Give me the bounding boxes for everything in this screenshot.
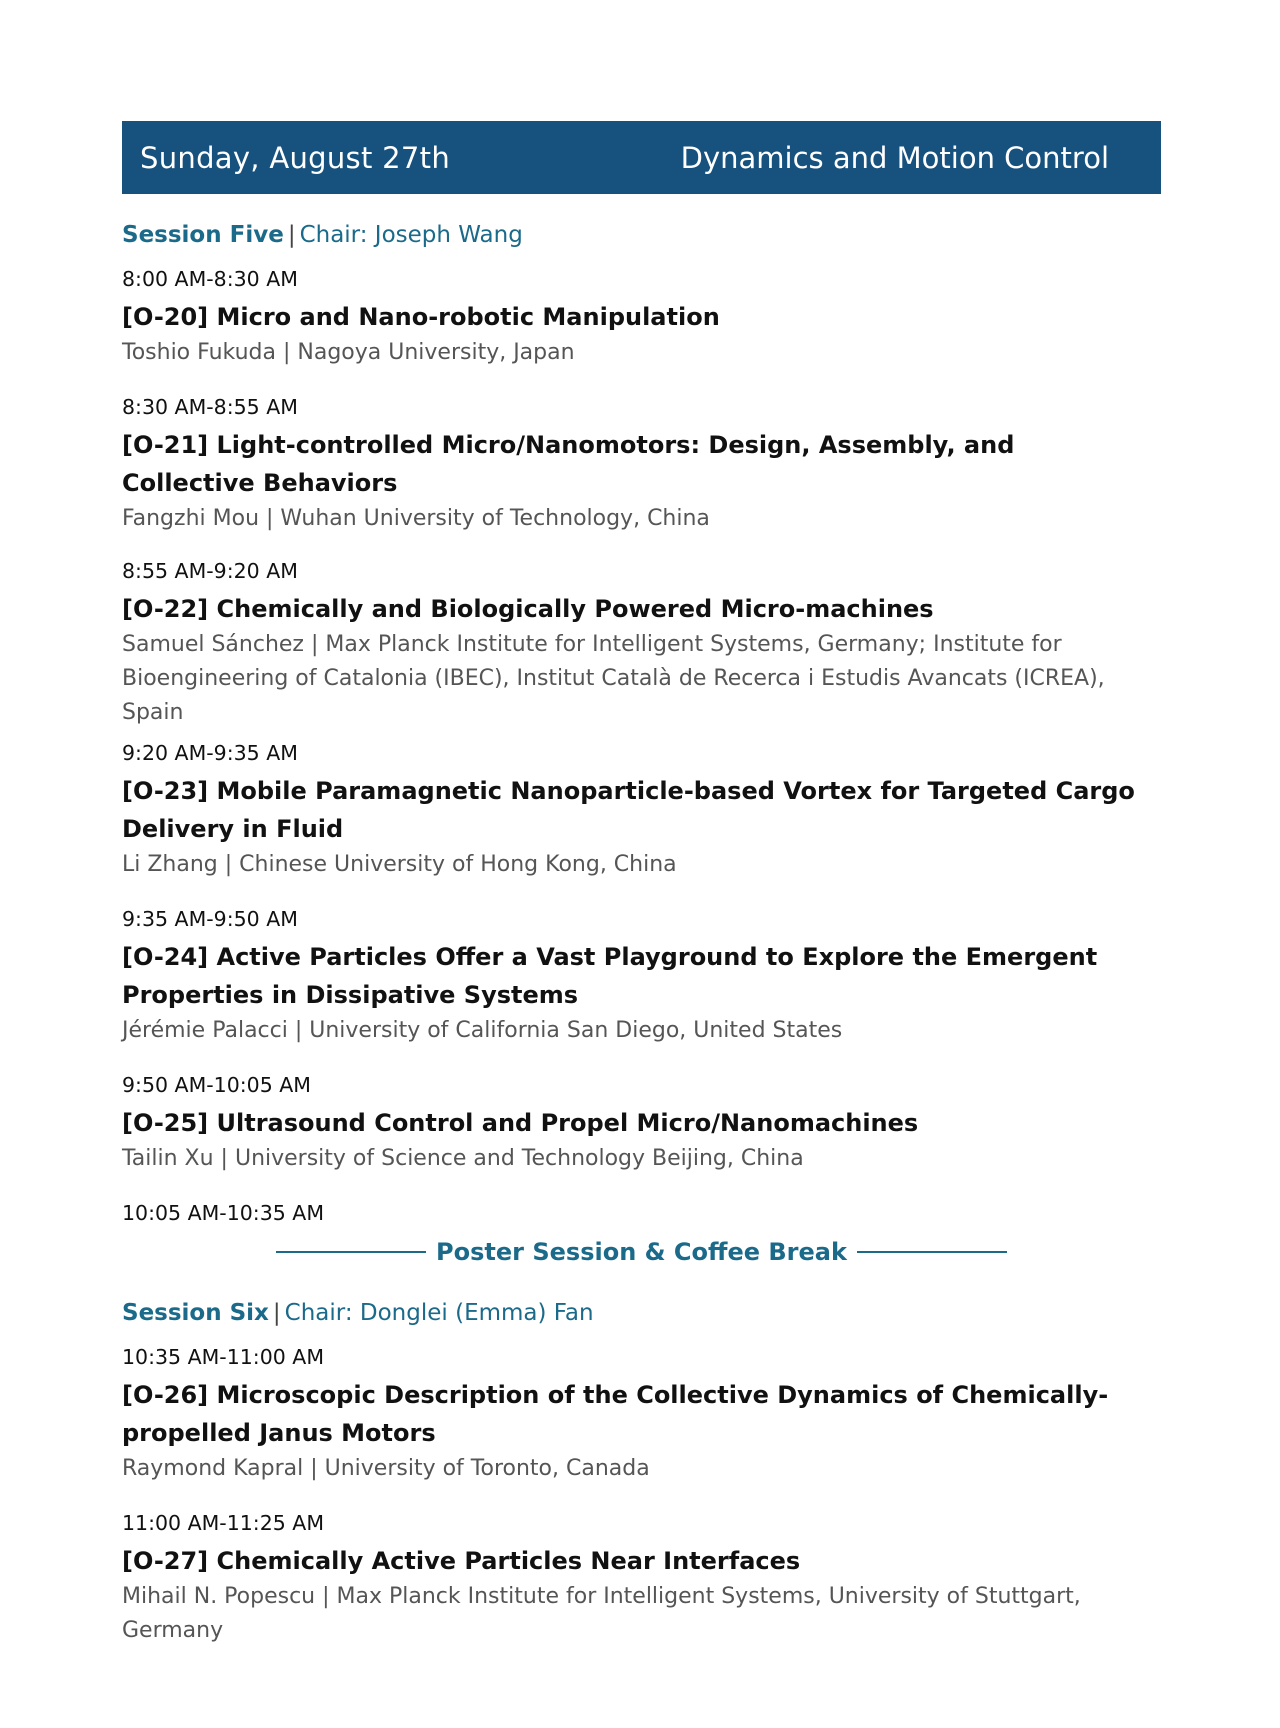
- talk-title: [O-21] Light-controlled Micro/Nanomotors: Design, Assembly, and Collective Behaviors: [122, 431, 1015, 497]
- break-divider-left: [276, 1251, 426, 1253]
- talk-item: [122, 906, 1161, 1048]
- talk-item: [122, 1344, 1161, 1486]
- talk-time: 8:00 AM-8:30 AM: [122, 267, 298, 291]
- talk-time: 9:35 AM-9:50 AM: [122, 907, 298, 931]
- talk-speaker: Samuel Sánchez | Max Planck Institute for Intelligent Systems, Germany; Institute for Bioengineering of Catalonia (IBEC), Institut Català de Recerca i Estudis Avancats (ICREA), Spain: [122, 632, 1105, 725]
- talk-title: [O-22] Chemically and Biologically Powered Micro-machines: [122, 595, 934, 623]
- session-six-heading: [122, 1298, 1161, 1328]
- session-separator: |: [272, 1300, 281, 1326]
- talk-title: [O-27] Chemically Active Particles Near Interfaces: [122, 1547, 801, 1575]
- session-name: Session Six: [122, 1300, 269, 1326]
- talk-title: [O-23] Mobile Paramagnetic Nanoparticle-based Vortex for Targeted Cargo Delivery in Fluid: [122, 777, 1135, 843]
- talk-title: [O-20] Micro and Nano-robotic Manipulation: [122, 303, 720, 331]
- talk-item: [122, 266, 1161, 370]
- talk-speaker: Raymond Kapral | University of Toronto, Canada: [122, 1456, 650, 1481]
- break-banner: [122, 1234, 1161, 1270]
- talk-item: [122, 558, 1161, 730]
- talk-time: 8:55 AM-9:20 AM: [122, 559, 298, 583]
- talk-time: 9:20 AM-9:35 AM: [122, 741, 298, 765]
- talk-speaker: Toshio Fukuda | Nagoya University, Japan: [122, 340, 575, 365]
- talk-time: 11:00 AM-11:25 AM: [122, 1511, 325, 1535]
- talk-item: [122, 394, 1161, 536]
- talk-speaker: Mihail N. Popescu | Max Planck Institute for Intelligent Systems, University of Stuttgart, Germany: [122, 1584, 1081, 1643]
- talk-title: [O-25] Ultrasound Control and Propel Micro/Nanomachines: [122, 1109, 919, 1137]
- talk-time: 9:50 AM-10:05 AM: [122, 1073, 311, 1097]
- talk-time: 8:30 AM-8:55 AM: [122, 395, 298, 419]
- session-name: Session Five: [122, 222, 284, 248]
- talk-title: [O-26] Microscopic Description of the Collective Dynamics of Chemically-propelled Janus Motors: [122, 1381, 1109, 1447]
- break-time: 10:05 AM-10:35 AM: [122, 1201, 325, 1225]
- session-chair: Chair: Donglei (Emma) Fan: [284, 1300, 594, 1326]
- session-chair: Chair: Joseph Wang: [299, 222, 523, 248]
- talk-title: [O-24] Active Particles Offer a Vast Playground to Explore the Emergent Properties in Dissipative Systems: [122, 943, 1098, 1009]
- talk-speaker: Jérémie Palacci | University of California San Diego, United States: [122, 1018, 843, 1043]
- session-separator: |: [287, 222, 296, 248]
- talk-speaker: Fangzhi Mou | Wuhan University of Technology, China: [122, 506, 710, 531]
- talk-time: 10:35 AM-11:00 AM: [122, 1345, 325, 1369]
- talk-speaker: Li Zhang | Chinese University of Hong Kong, China: [122, 852, 677, 877]
- program-page: [122, 121, 1161, 1648]
- talk-speaker: Tailin Xu | University of Science and Technology Beijing, China: [122, 1146, 804, 1171]
- talk-item: [122, 740, 1161, 882]
- talk-item: [122, 1072, 1161, 1176]
- day-header-bar: [122, 121, 1161, 194]
- break-label: Poster Session & Coffee Break: [436, 1238, 847, 1266]
- session-five-heading: [122, 220, 1161, 250]
- day-topic: Dynamics and Motion Control: [680, 140, 1109, 175]
- day-date: Sunday, August 27th: [140, 140, 451, 175]
- talk-item: [122, 1510, 1161, 1648]
- break-item: [122, 1200, 1161, 1270]
- break-divider-right: [857, 1251, 1007, 1253]
